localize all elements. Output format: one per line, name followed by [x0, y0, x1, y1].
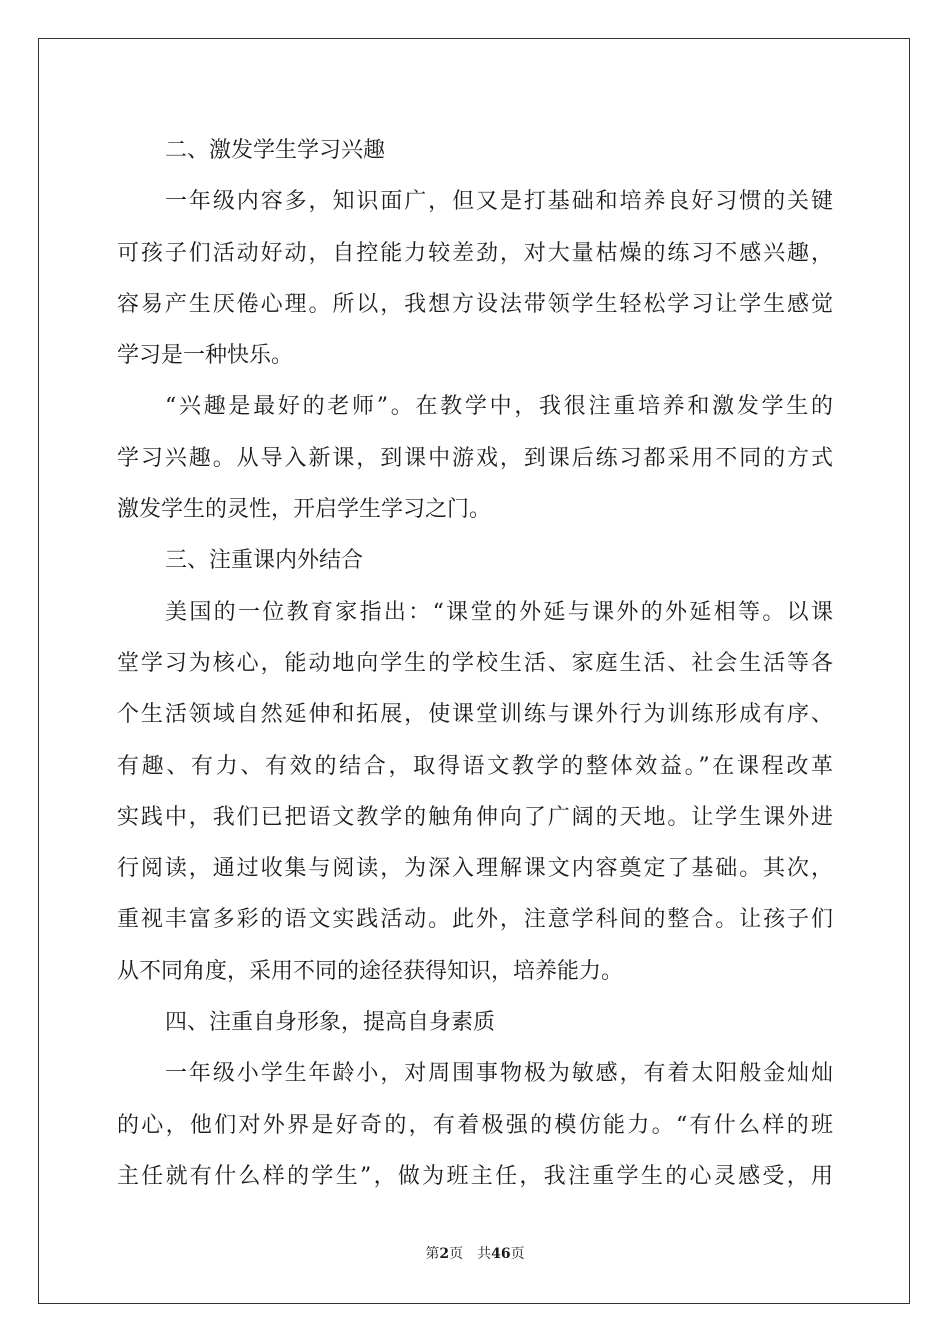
total-pages: 46 — [491, 1246, 511, 1262]
text-line: 二、激发学生学习兴趣 — [165, 138, 386, 163]
text-line: 实践中，我们已把语文教学的触角伸向了广阔的天地。让学生课外进 — [117, 804, 833, 830]
text-line: 堂学习为核心，能动地向学生的学校生活、家庭生活、社会生活等各 — [117, 650, 833, 676]
text-line: 主任就有什么样的学生”，做为班主任，我注重学生的心灵感受，用 — [117, 1163, 833, 1189]
text-line: 四、注重自身形象，提高自身素质 — [165, 1010, 496, 1036]
text-line: 三、注重课内外结合 — [165, 548, 364, 574]
text-line: 激发学生的灵性，开启学生学习之门。 — [117, 497, 492, 523]
text-line: 行阅读，通过收集与阅读，为深入理解课文内容奠定了基础。其次， — [117, 856, 833, 882]
text-line: 从不同角度，采用不同的途径获得知识，培养能力。 — [117, 958, 624, 984]
text-line: 学习兴趣。从导入新课，到课中游戏，到课后练习都采用不同的方式 — [117, 445, 833, 471]
page-label-suffix: 页 — [449, 1246, 464, 1262]
text-line: 的心，他们对外界是好奇的，有着极强的模仿能力。“有什么样的班 — [117, 1112, 833, 1138]
text-line: 一年级小学生年龄小，对周围事物极为敏感，有着太阳般金灿灿 — [165, 1061, 833, 1087]
text-line: 重视丰富多彩的语文实践活动。此外，注意学科间的整合。让孩子们 — [117, 907, 833, 933]
text-line: 可孩子们活动好动，自控能力较差劲，对大量枯燥的练习不感兴趣， — [117, 240, 833, 266]
page-label-prefix: 第 — [425, 1246, 440, 1262]
text-line: 容易产生厌倦心理。所以，我想方设法带领学生轻松学习让学生感觉 — [117, 291, 833, 317]
page-footer — [0, 1244, 950, 1264]
text-line: “兴趣是最好的老师”。在教学中，我很注重培养和激发学生的 — [165, 394, 833, 420]
total-label-suffix: 页 — [510, 1246, 525, 1262]
page-number: 2 — [439, 1246, 450, 1262]
text-line: 一年级内容多，知识面广，但又是打基础和培养良好习惯的关键 — [165, 189, 833, 215]
text-line: 美国的一位教育家指出：“课堂的外延与课外的外延相等。以课 — [165, 599, 833, 625]
text-line: 有趣、有力、有效的结合，取得语文教学的整体效益。”在课程改革 — [117, 753, 833, 779]
text-line: 学习是一种快乐。 — [117, 343, 294, 369]
text-line: 个生活领域自然延伸和拓展，使课堂训练与课外行为训练形成有序、 — [117, 702, 833, 728]
document-body — [117, 125, 833, 1202]
total-label-prefix: 共 — [477, 1246, 492, 1262]
